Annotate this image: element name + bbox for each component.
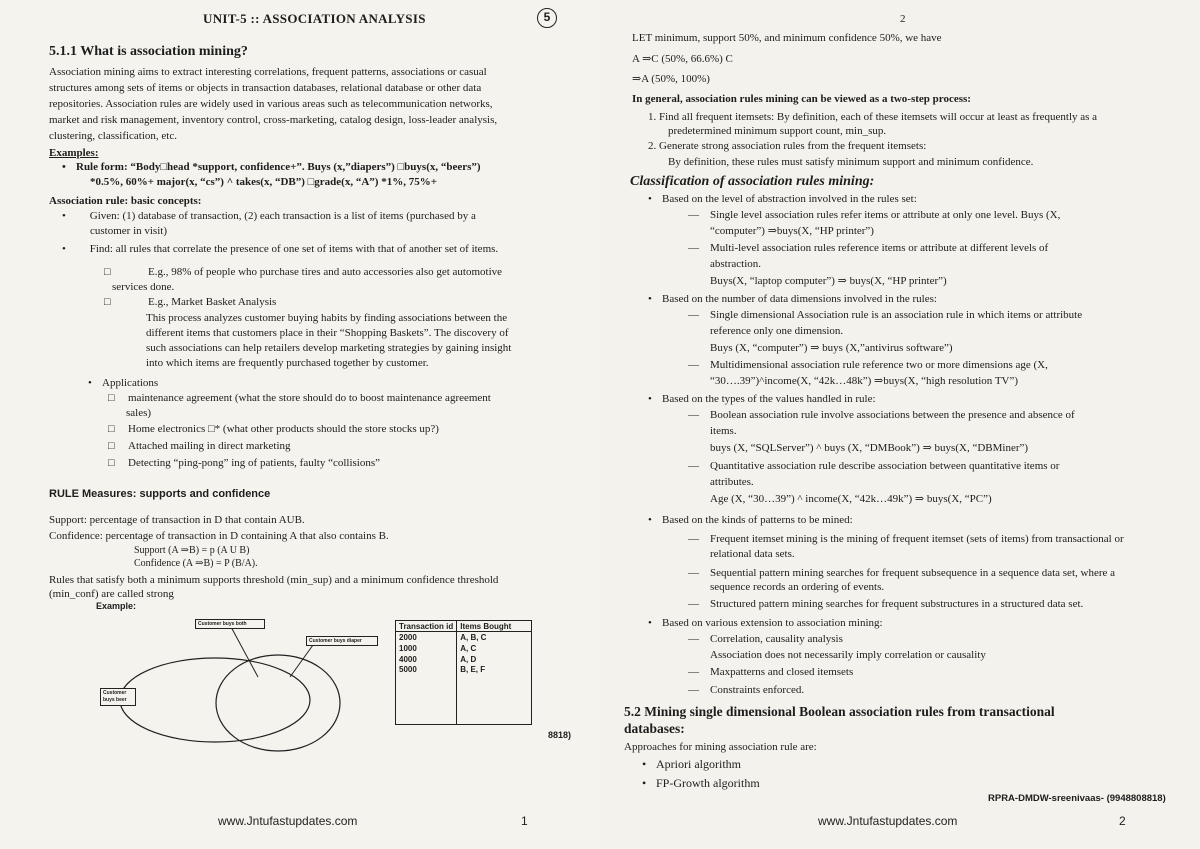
step-line: 2. Generate strong association rules from the frequent itemsets: (648, 140, 927, 152)
intro-line: repositories. Association rules are widely used in various areas such as telecommunication networks, (49, 98, 493, 110)
kinds-frequent: — Frequent itemset mining is the mining of frequent itemset (sets of items) from transactional or (688, 533, 1124, 545)
table-header: Items Bought (457, 621, 532, 632)
support-definition: Support: percentage of transaction in D that contain AUB. (49, 514, 305, 526)
footer-url: www.Jntufastupdates.com (218, 814, 358, 828)
types-quant: Age (X, “30…39”) ^ income(X, “42k…49k”) ⇒ buys(X, “PC”) (710, 493, 992, 505)
right-page (600, 0, 1200, 849)
section-52-title: 5.2 Mining single dimensional Boolean association rules from transactional (624, 704, 1055, 719)
kinds-sequential: sequence records an ordering of events. (710, 581, 885, 593)
intro-line: market and risk management, inventory control, cross-marketing, catalog design, loss-leader analysis, (49, 114, 498, 126)
table-cell: B, E, F (457, 665, 532, 725)
algorithm-item: • Apriori algorithm (642, 757, 741, 771)
abstraction-multi: Buys(X, “laptop computer”) ⇒ buys(X, “HP printer”) (710, 275, 947, 287)
dimensions-multi: — Multidimensional association rule reference two or more dimensions age (X, (688, 359, 1048, 371)
kinds-structured: — Structured pattern mining searches for frequent substructures in a structured data set. (688, 598, 1084, 610)
mba-line: different items that customers place in their “Shopping Baskets”. The discovery of (146, 327, 509, 339)
venn-box-both: Customer buys both (195, 619, 265, 629)
find-line: • Find: all rules that correlate the presence of one set of items with that of another set of items. (62, 243, 499, 255)
beer-circle (120, 658, 310, 742)
intro-line: clustering, classification, etc. (49, 130, 177, 142)
types-quant: attributes. (710, 476, 754, 488)
extension-item: Association does not necessarily imply correlation or causality (710, 649, 986, 661)
confidence-formula: Confidence (A ⇒B) = P (B/A). (134, 558, 258, 569)
table-row (396, 643, 532, 654)
classification-heading: Classification of association rules mining: (630, 174, 875, 189)
footer-page-number: 2 (1119, 814, 1126, 828)
table-row (396, 654, 532, 665)
general-line: In general, association rules mining can be viewed as a two-step process: (632, 93, 971, 105)
section-511-title: 5.1.1 What is association mining? (49, 44, 248, 59)
app-item: Attached mailing in direct marketing (128, 440, 291, 452)
checkbox-bullet-icon: □ (108, 457, 115, 469)
checkbox-bullet-icon: □ (108, 392, 115, 404)
rule-measures-heading: RULE Measures: supports and confidence (49, 488, 271, 500)
table-header: Transaction id (396, 621, 457, 632)
footer-page-number: 1 (521, 814, 528, 828)
support-formula: Support (A ⇒B) = p (A U B) (134, 545, 250, 556)
mba-line: into which items are frequently purchased together by customer. (146, 357, 429, 369)
types-boolean: buys (X, “SQLServer”) ^ buys (X, “DMBook”) ⇒ buys(X, “DBMiner”) (710, 442, 1029, 454)
dimensions-multi: “30….39”)^income(X, “42k…48k”) ⇒buys(X, “high resolution TV”) (710, 375, 1019, 387)
dimensions-single: — Single dimensional Association rule is an association rule in which items or attribute (688, 309, 1083, 321)
venn-box-beer: Customer buys beer (100, 688, 136, 706)
rule-line: A ⇒C (50%, 66.6%) C (632, 53, 733, 65)
abstraction-multi: abstraction. (710, 258, 762, 270)
basic-concepts-heading: Association rule: basic concepts: (49, 195, 202, 207)
extension-item: — Constraints enforced. (688, 684, 805, 696)
intro-line: Association mining aims to extract interesting correlations, frequent patterns, associations or casual (49, 66, 487, 78)
table-cell: A, D (457, 654, 532, 665)
dimensions-single: Buys (X, “computer”) ⇒ buys (X,”antivirus software”) (710, 342, 953, 354)
extension-bullet: • Based on various extension to association mining: (648, 617, 883, 629)
threshold-line: (min_conf) are called strong (49, 588, 174, 600)
types-boolean: items. (710, 425, 737, 437)
table-cell: 4000 (396, 654, 457, 665)
confidence-definition: Confidence: percentage of transaction in D containing A that also contains B. (49, 530, 389, 542)
mba-line: This process analyzes customer buying habits by finding associations between the (146, 312, 508, 324)
table-cell: A, C (457, 643, 532, 654)
table-cell: 1000 (396, 643, 457, 654)
types-boolean: — Boolean association rule involve associations between the presence and absence of (688, 409, 1075, 421)
abstraction-multi: — Multi-level association rules reference items or attribute at different levels of (688, 242, 1049, 254)
abstraction-single: — Single level association rules refer items or attribute at only one level. Buys (X, (688, 209, 1061, 221)
unit-header: UNIT-5 :: ASSOCIATION ANALYSIS (203, 11, 426, 26)
algorithm-item: • FP-Growth algorithm (642, 776, 760, 790)
given-line: • Given: (1) database of transaction, (2) each transaction is a list of items (purchased by a (62, 210, 476, 222)
dimensions-bullet: • Based on the number of data dimensions involved in the rules: (648, 293, 937, 305)
venn-box-diaper: Customer buys diaper (306, 636, 378, 646)
kinds-sequential: — Sequential pattern mining searches for frequent subsequence in a sequence data set, where a (688, 567, 1116, 579)
app-item: Home electronics □* (what other products should the store stocks up?) (128, 423, 439, 435)
section-52-title: databases: (624, 721, 685, 736)
abstraction-single: “computer”) ⇒buys(X, “HP printer”) (710, 225, 874, 237)
table-cell: 5000 (396, 665, 457, 725)
given-line: customer in visit) (90, 225, 167, 237)
transaction-table (395, 620, 532, 725)
step-line: predetermined minimum support count, min_sup. (668, 125, 887, 137)
rule-form-line: *0.5%, 60%+ major(x, “cs”) ^ takes(x, “DB”) □grade(x, “A”) *1%, 75%+ (90, 176, 437, 188)
extension-item: — Maxpatterns and closed itemsets (688, 666, 854, 678)
app-item: Detecting “ping-pong” ing of patients, faulty “collisions” (128, 457, 381, 469)
eg2-line: E.g., Market Basket Analysis (148, 296, 277, 308)
checkbox-bullet-icon: □ (108, 440, 115, 452)
types-quant: — Quantitative association rule describe association between quantitative items or (688, 460, 1060, 472)
eg1-line: E.g., 98% of people who purchase tires and auto accessories also get automotive (148, 266, 503, 278)
kinds-frequent: relational data sets. (710, 548, 795, 560)
intro-line: structures among sets of items or objects in transaction databases, relational database or other data (49, 82, 482, 94)
author-credit: RPRA-DMDW-sreenivaas- (9948808818) (988, 793, 1166, 804)
checkbox-bullet-icon: □ (104, 266, 111, 278)
footer-url: www.Jntufastupdates.com (818, 814, 958, 828)
step-line: By definition, these rules must satisfy minimum support and minimum confidence. (668, 156, 1034, 168)
table-row (396, 632, 532, 643)
dimensions-single: reference only one dimension. (710, 325, 844, 337)
threshold-line: Rules that satisfy both a minimum supports threshold (min_sup) and a minimum confidence threshold (49, 574, 499, 586)
rule-line: ⇒A (50%, 100%) (632, 73, 710, 85)
types-bullet: • Based on the types of the values handled in rule: (648, 393, 876, 405)
applications-label: • Applications (88, 377, 159, 389)
mba-line: such associations can help retailers develop marketing strategies by gaining insight (146, 342, 512, 354)
page-top-number: 2 (900, 13, 906, 25)
step-line: 1. Find all frequent itemsets: By definition, each of these itemsets will occur at least as frequently as a (648, 111, 1098, 123)
table-cell: A, B, C (457, 632, 532, 643)
let-line: LET minimum, support 50%, and minimum confidence 50%, we have (632, 32, 942, 44)
app-item: sales) (126, 407, 152, 419)
diaper-circle (216, 655, 340, 751)
extension-item: — Correlation, causality analysis (688, 633, 843, 645)
examples-label: Examples: (49, 147, 99, 159)
rule-form-line: • Rule form: “Body□head *support, confidence+”. Buys (x,”diapers”) □buys(x, “beers”) (62, 161, 481, 173)
checkbox-bullet-icon: □ (104, 296, 111, 308)
table-cell: 2000 (396, 632, 457, 643)
approaches-line: Approaches for mining association rule are: (624, 741, 817, 753)
kinds-bullet: • Based on the kinds of patterns to be mined: (648, 514, 853, 526)
example-label: Example: (96, 601, 137, 611)
abstraction-bullet: • Based on the level of abstraction involved in the rules set: (648, 193, 917, 205)
checkbox-bullet-icon: □ (108, 423, 115, 435)
table-row (396, 665, 532, 725)
eg1-line: services done. (112, 281, 175, 293)
stray-text: 8818) (548, 730, 572, 740)
page-badge: 5 (537, 8, 557, 28)
app-item: maintenance agreement (what the store should do to boost maintenance agreement (128, 392, 491, 404)
